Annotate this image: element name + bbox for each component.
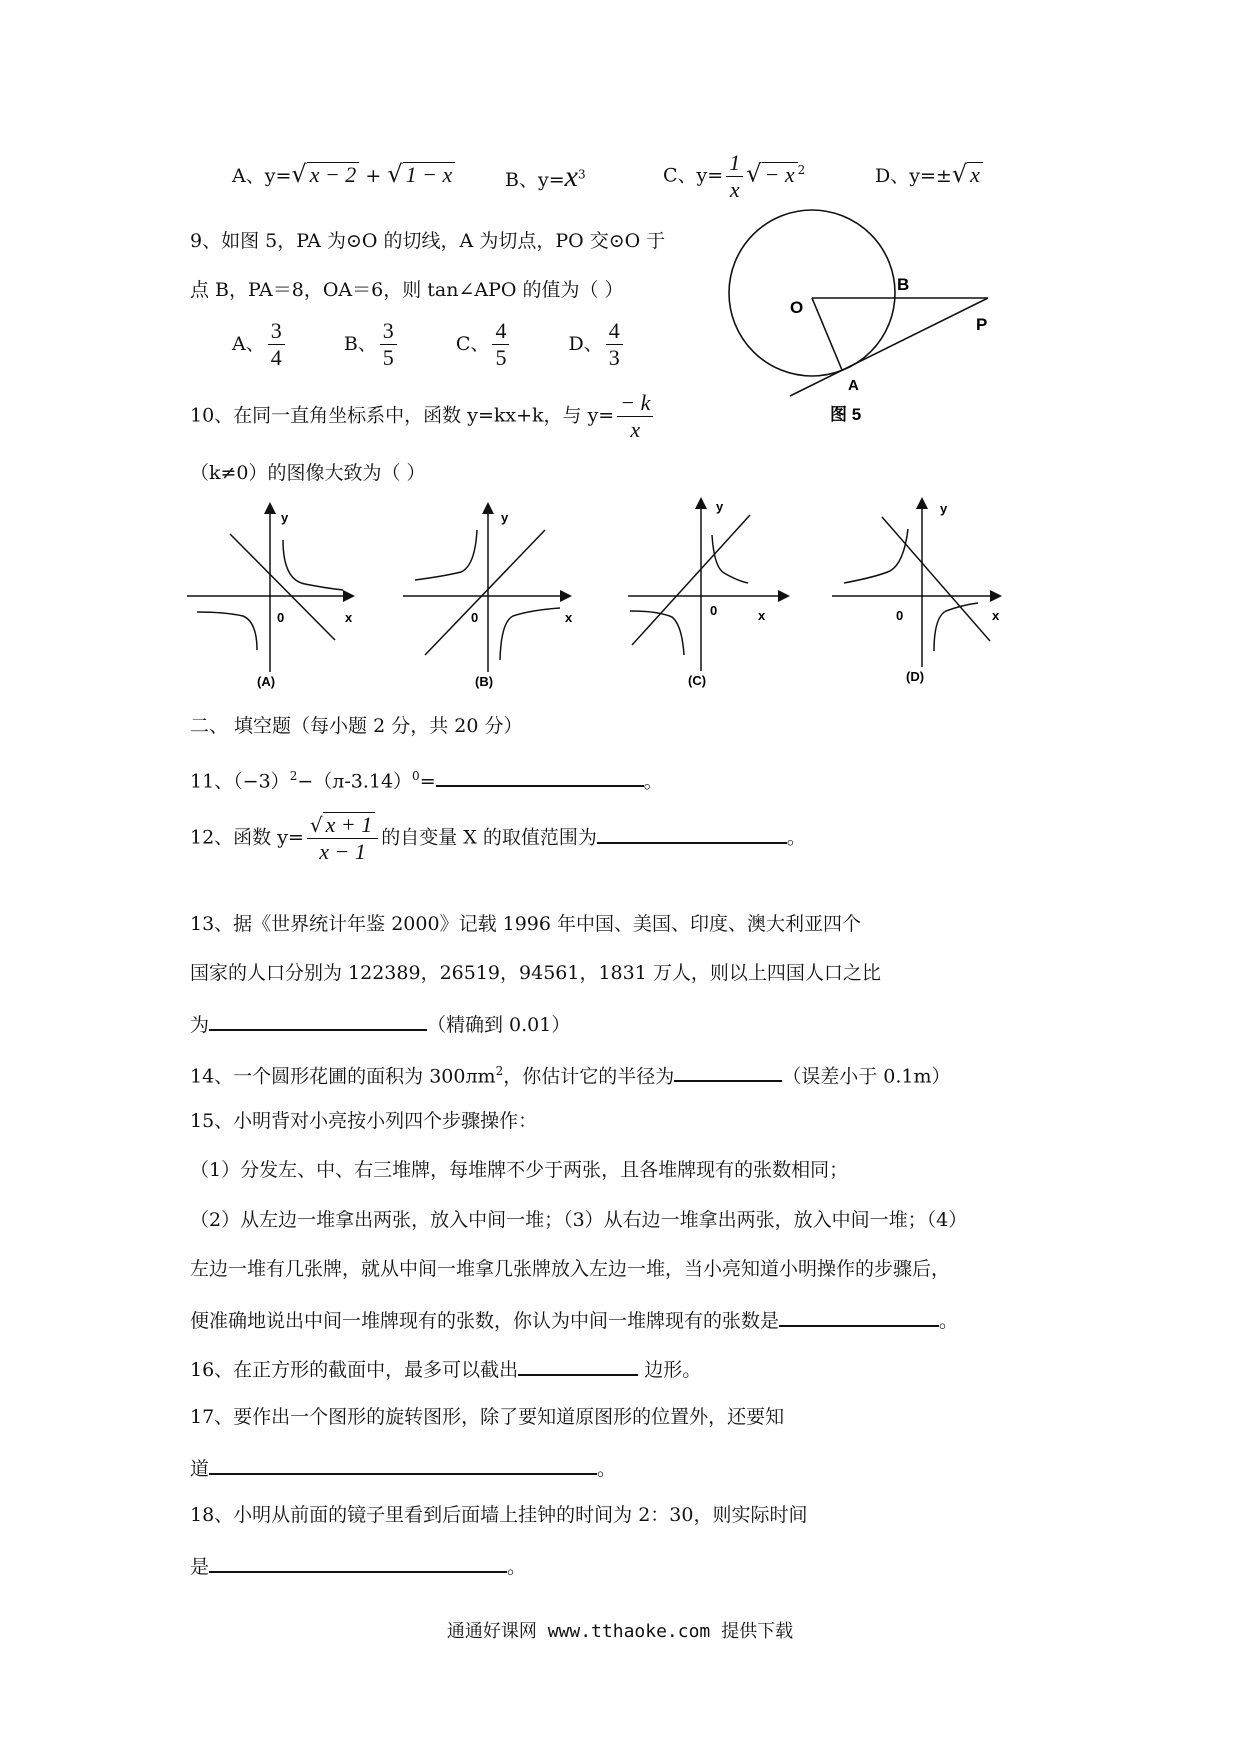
q16: 16、在正方形的截面中，最多可以截出 边形。: [190, 1354, 701, 1383]
graph-c: [620, 495, 820, 690]
q11: 11、$(-3)^2-(л-3.14)^0=$ 。: [190, 763, 663, 794]
svg-text:(A): (A): [257, 674, 276, 689]
label-o: O: [790, 298, 804, 317]
figure-caption: 图 5: [830, 405, 862, 424]
q8-c-fraction: $\frac{1}{x}$: [726, 150, 743, 203]
q18-line-2: 是 。: [190, 1551, 526, 1580]
q12: 12、函数 y= $\frac{√ x + 1}{x - 1}$ 的自变量 X 的取值范围为 。: [190, 812, 806, 864]
q9-option-c: C、 $\frac{4}{5}$: [456, 333, 513, 355]
q9-option-a: A、 $\frac{3}{4}$: [232, 333, 288, 355]
q15-line-4: 左边一堆有几张牌，就从中间一堆拿几张牌放入左边一堆，当小亮知道小明操作的步骤后，: [190, 1258, 951, 1280]
q16-answer-blank[interactable]: [518, 1354, 638, 1376]
q15-answer-blank[interactable]: [779, 1305, 939, 1327]
q9-options: [232, 318, 626, 371]
q8-option-d: D、y=±√ x: [875, 160, 983, 188]
q15-line-2: （1）分发左、中、右三堆牌，每堆牌不少于两张，且各堆牌现有的张数相同；: [190, 1159, 849, 1181]
graph-d: [830, 495, 1030, 690]
svg-text:(B): (B): [475, 674, 494, 689]
svg-text:x: x: [758, 608, 766, 623]
q8-c-exp: 2: [797, 163, 806, 178]
q15-line-1: 15、小明背对小亮按小列四个步骤操作：: [190, 1110, 538, 1132]
svg-text:(C): (C): [688, 673, 707, 688]
svg-text:y: y: [281, 510, 289, 525]
q8-option-b: [505, 160, 586, 194]
q15-line-3: （2）从左边一堆拿出两张，放入中间一堆；（3）从右边一堆拿出两张，放入中间一堆；（4）: [190, 1209, 968, 1231]
q9-option-d: D、 $\frac{4}{3}$: [569, 333, 626, 355]
segment-oa: [812, 298, 842, 370]
svg-text:y: y: [940, 501, 948, 516]
q18-answer-blank[interactable]: [209, 1551, 507, 1573]
svg-text:y: y: [716, 499, 724, 514]
q8-b-exp: 3: [577, 167, 586, 182]
q8-c-radicand: − x: [762, 162, 798, 187]
graph-a: [185, 500, 385, 690]
q12-answer-blank[interactable]: [597, 822, 787, 844]
figure-5: [720, 200, 1020, 430]
svg-text:0: 0: [896, 608, 904, 623]
svg-text:x: x: [565, 610, 573, 625]
q8-option-a: A、y=√ x − 2 + √ 1 − x: [232, 160, 455, 188]
label-p: P: [976, 315, 988, 334]
q9-line-1: 9、如图 5，PA 为⊙O 的切线，A 为切点，PO 交⊙O 于: [190, 230, 666, 252]
label-a: A: [848, 377, 859, 394]
q14-answer-blank[interactable]: [674, 1060, 782, 1082]
svg-text:0: 0: [710, 603, 718, 618]
q17-answer-blank[interactable]: [209, 1453, 597, 1475]
svg-text:x: x: [345, 610, 353, 625]
footer-credit: 通通好课网 www.tthaoke.com 提供下载: [446, 1621, 794, 1642]
q13-answer-blank[interactable]: [209, 1009, 427, 1031]
q15-line-5: 便准确地说出中间一堆牌现有的张数，你认为中间一堆牌现有的张数是 。: [190, 1305, 958, 1334]
svg-text:x: x: [992, 608, 1000, 623]
svg-text:y: y: [501, 510, 509, 525]
q8-c-prefix: C、y=: [663, 164, 724, 187]
q13-line-1: 13、据《世界统计年鉴 2000》记载 1996 年中国、美国、印度、澳大利亚四个: [190, 913, 862, 935]
q8-b-base: x: [564, 160, 578, 193]
circle-o: [729, 210, 895, 376]
tangent-pa: [790, 298, 988, 396]
graph-b: [395, 500, 595, 690]
q13-line-3: 为 （精确到 0.01）: [190, 1009, 570, 1038]
svg-text:0: 0: [277, 610, 285, 625]
q8-a-radicand-2: 1 − x: [403, 162, 456, 187]
section-2-heading: 二、 填空题（每小题 2 分，共 20 分）: [190, 715, 523, 737]
svg-text:(D): (D): [906, 669, 925, 684]
label-b: B: [897, 275, 910, 294]
q14: 14、一个圆形花圃的面积为 $300лm^2$，你估计它的半径为 （误差小于 0.1m）: [190, 1058, 951, 1089]
q17-line-1: 17、要作出一个图形的旋转图形，除了要知道原图形的位置外，还要知: [190, 1406, 785, 1428]
q10-line-2: （k≠0）的图像大致为（ ）: [190, 462, 426, 484]
q13-line-2: 国家的人口分别为 122389，26519，94561，1831 万人，则以上四国人口之比: [190, 962, 881, 984]
q10-line-1: 10、在同一直角坐标系中，函数 y=kx+k，与 y= $\frac{- k}{x}$: [190, 390, 656, 443]
q18-line-1: 18、小明从前面的镜子里看到后面墙上挂钟的时间为 2：30，则实际时间: [190, 1504, 808, 1526]
q8-d-prefix: D、y=±: [875, 165, 952, 187]
svg-text:0: 0: [471, 610, 479, 625]
q9-line-2: 点 B，PA＝8，OA＝6，则 tan∠APO 的值为（ ）: [190, 279, 624, 301]
q11-answer-blank[interactable]: [436, 765, 644, 787]
q8-a-plus: +: [365, 165, 382, 187]
q8-a-prefix: A、y=: [232, 165, 292, 187]
q9-option-b: B、 $\frac{3}{5}$: [344, 333, 400, 355]
q8-a-radicand-1: x − 2: [307, 162, 360, 187]
q8-d-radicand: x: [967, 162, 983, 187]
q8-option-c: C、y= $\frac{1}{x}$ √ − x $^2$: [663, 150, 806, 202]
q17-line-2: 道 。: [190, 1453, 616, 1482]
q8-b-prefix: B、y=: [505, 169, 565, 191]
